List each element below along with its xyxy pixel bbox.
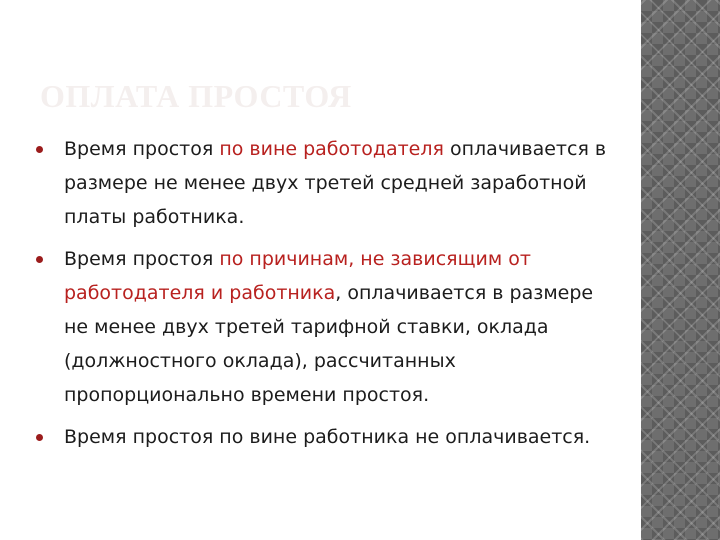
decorative-pattern-strip xyxy=(641,0,720,540)
bullet-text: оплачивается в размере не менее двух третей средней заработной платы работника. xyxy=(64,138,607,228)
bullet-dot-icon xyxy=(36,256,43,263)
bullet-dot-icon xyxy=(36,434,43,441)
bullet-text: Время простоя по вине работника не оплачивается. xyxy=(64,426,591,448)
bullet-text: Время простоя xyxy=(64,138,220,160)
bullet-item-independent-reasons xyxy=(36,242,616,412)
bullet-dot-icon xyxy=(36,146,43,153)
bullet-text: , оплачивается в размере не менее двух третей тарифной ставки, оклада (должностного оклада), рассчитанных пропорционально времени простоя. xyxy=(64,282,594,406)
bullet-list xyxy=(36,132,616,462)
bullet-text: Время простоя xyxy=(64,248,220,270)
bullet-item-employer-fault xyxy=(36,132,616,234)
highlight-text: по вине работодателя xyxy=(219,138,444,160)
highlight-text: по причинам, не зависящим от работодателя и работника xyxy=(64,248,531,304)
slide-title: ОПЛАТА ПРОСТОЯ xyxy=(40,78,352,114)
bullet-item-employee-fault xyxy=(36,420,616,454)
